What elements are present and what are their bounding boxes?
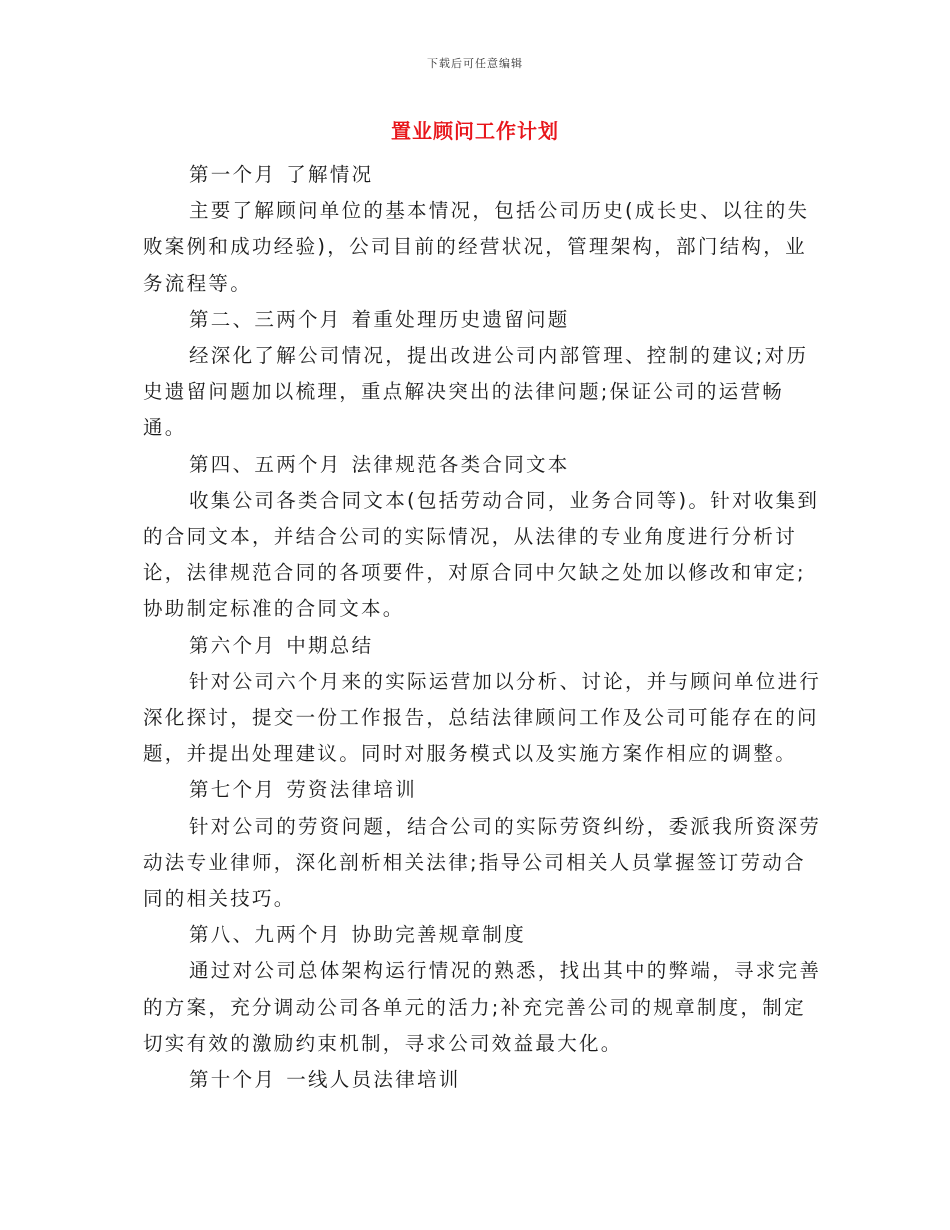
section-paragraph: 主要了解顾问单位的基本情况，包括公司历史(成长史、以往的失败案例和成功经验)，公司目前的经营状况，管理架构，部门结构，业务流程等。 [143,199,810,295]
section-heading [143,917,823,953]
heading-topic: 劳资法律培训 [286,778,418,802]
section-paragraph: 针对公司六个月来的实际运营加以分析、讨论，并与顾问单位进行深化探讨，提交一份工作报告，总结法律顾问工作及公司可能存在的问题，并提出处理建议。同时对服务模式以及实施方案作相应的调整。 [143,669,822,766]
heading-period: 第二、三两个月 [189,307,342,331]
heading-topic: 了解情况 [286,163,374,186]
heading-period: 第六个月 [189,633,277,657]
section-heading [143,447,823,483]
header-note: 下载后可任意编辑 [427,57,523,70]
section-heading [143,302,823,338]
heading-topic: 法律规范各类合同文本 [351,452,570,476]
section-paragraph: 针对公司的劳资问题，结合公司的实际劳资纠纷，委派我所资深劳动法专业律师，深化剖析相关法律;指导公司相关人员掌握签订劳动合同的相关技巧。 [143,814,822,911]
heading-period: 第一个月 [189,163,277,186]
heading-topic: 协助完善规章制度 [351,923,527,947]
section-paragraph: 经深化了解公司情况，提出改进公司内部管理、控制的建议;对历史遗留问题加以梳理，重点解决突出的法律问题;保证公司的运营畅通。 [143,344,809,440]
section-heading [143,157,823,193]
heading-topic: 一线人员法律培训 [286,1068,461,1092]
heading-period: 第八、九两个月 [189,923,342,947]
heading-period: 第十个月 [189,1068,277,1092]
heading-period: 第四、五两个月 [189,452,342,476]
document-body [143,157,823,1098]
heading-topic: 着重处理历史遗留问题 [351,307,570,331]
section-heading [143,628,823,664]
heading-period: 第七个月 [189,778,277,802]
document-title: 置业顾问工作计划 [391,119,559,143]
heading-topic: 中期总结 [286,633,374,657]
section-paragraph: 收集公司各类合同文本(包括劳动合同，业务合同等)。针对收集到的合同文本，并结合公司的实际情况，从法律的专业角度进行分析讨论，法律规范合同的各项要件，对原合同中欠缺之处加以修改和审定;协助制定标准的合同文本。 [143,488,820,621]
section-heading [143,1062,823,1098]
section-paragraph: 通过对公司总体架构运行情况的熟悉，找出其中的弊端，寻求完善的方案，充分调动公司各单元的活力;补充完善公司的规章制度，制定切实有效的激励约束机制，寻求公司效益最大化。 [143,959,822,1055]
section-heading [143,772,823,808]
